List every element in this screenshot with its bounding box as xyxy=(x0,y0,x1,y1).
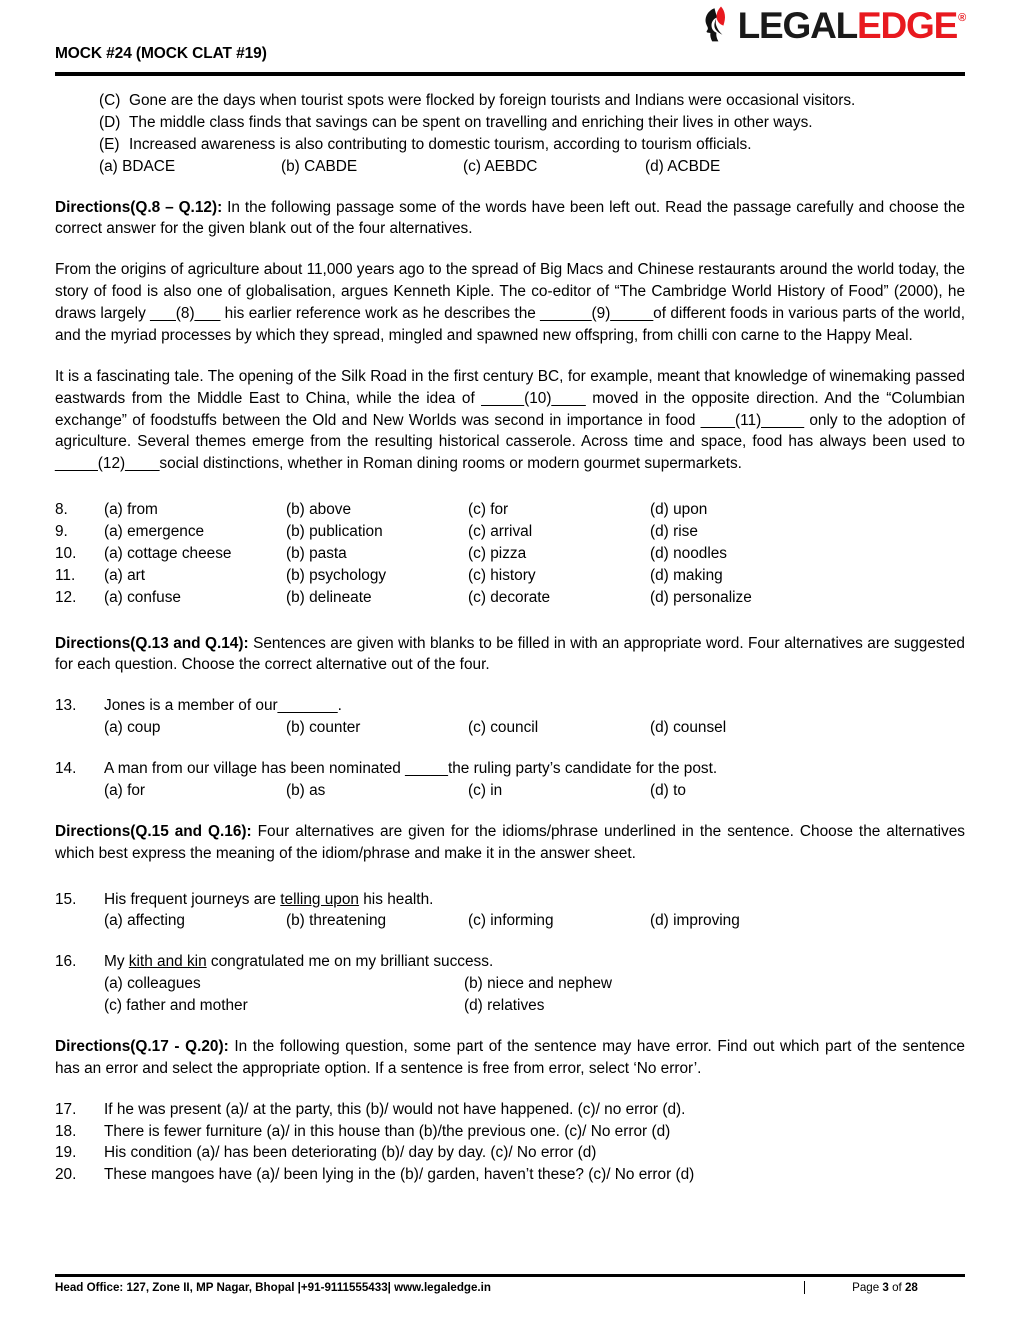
option-b[interactable]: (b) CABDE xyxy=(281,157,358,175)
page-number xyxy=(805,1281,965,1294)
option-c[interactable]: (c) for xyxy=(468,501,509,519)
directions-text: In the following question, some part of the sentence may have error. Find out which part of the sentence has an error and select the appropriate option. If a sentence is free from error, select ‘No error’. xyxy=(55,1037,965,1077)
option-a[interactable]: (a) emergence xyxy=(104,523,205,540)
question-row xyxy=(55,1142,965,1164)
question-text: There is fewer furniture (a)/ in this house than (b)/the previous one. (c)/ No error (d) xyxy=(104,1122,671,1140)
question-16-options-row1 xyxy=(55,973,965,995)
logo-text-legal: LEGAL xyxy=(737,4,858,46)
question-number: 12. xyxy=(55,588,77,606)
option-a[interactable]: (a) affecting xyxy=(104,912,185,930)
option-d[interactable]: (d) personalize xyxy=(650,588,752,606)
question-number: 11. xyxy=(55,566,76,584)
directions-8-12 xyxy=(55,197,965,241)
logo-registered-mark: ® xyxy=(958,11,965,24)
page-number-total: 28 xyxy=(904,1281,918,1294)
question-row xyxy=(55,543,965,565)
option-c[interactable]: (c) informing xyxy=(468,912,554,930)
question-14-options xyxy=(55,780,965,802)
question-number: 10. xyxy=(55,544,77,562)
page-title: MOCK #24 (MOCK CLAT #19) xyxy=(55,45,267,62)
page-number-prefix: Page xyxy=(852,1281,883,1294)
directions-text: In the following passage some of the words have been left out. Read the passage carefully and choose the correct answer for the given blank out of the four alternatives. xyxy=(55,198,965,238)
question-number: 9. xyxy=(55,523,68,540)
passage-paragraph-2: It is a fascinating tale. The opening of the Silk Road in the first century BC, for example, meant that knowledge of winemaking passed eastwards from the Middle East to China, while the idea of _____(10)____ moved in the opposite direction. And the “Columbian exchange” of foodstuffs between the Old and New Worlds was second in importance in food ____(11)_____ only to the adoption of agriculture. Several themes emerge from the resulting historical casserole. Across time and space, food has always been used to _____(12)____social distinctions, whether in Roman dining rooms or modern gourmet supermarkets. xyxy=(55,367,965,473)
question-number: 17. xyxy=(55,1100,77,1118)
option-b[interactable]: (b) pasta xyxy=(286,544,347,562)
option-a[interactable]: (a) BDACE xyxy=(99,157,176,175)
option-a[interactable]: (a) for xyxy=(104,781,146,799)
question-13-options xyxy=(55,717,965,739)
question-number: 18. xyxy=(55,1122,77,1140)
option-b[interactable]: (b) niece and nephew xyxy=(464,975,613,993)
page-footer xyxy=(55,1274,965,1294)
option-a[interactable]: (a) confuse xyxy=(104,588,181,606)
option-a[interactable]: (a) from xyxy=(104,501,158,519)
brand-logo xyxy=(702,2,965,48)
option-c[interactable]: (c) arrival xyxy=(468,523,533,540)
idiom-phrase: telling upon xyxy=(280,890,359,908)
page-number-separator: of xyxy=(888,1281,905,1294)
option-b[interactable]: (b) psychology xyxy=(286,566,387,584)
question-text: These mangoes have (a)/ been lying in the (b)/ garden, haven’t these? (c)/ No error (d) xyxy=(104,1166,695,1184)
questions-17-20-list xyxy=(55,1099,965,1187)
question-row xyxy=(55,1121,965,1143)
question-16-options-row2 xyxy=(55,995,965,1017)
option-b[interactable]: (b) threatening xyxy=(286,912,387,930)
question-text-after: congratulated me on my brilliant success. xyxy=(206,953,494,971)
question-text: Jones is a member of our_______. xyxy=(104,697,342,715)
question-text xyxy=(104,951,965,973)
directions-13-14 xyxy=(55,633,965,677)
question-number: 16. xyxy=(55,953,77,971)
option-a[interactable]: (a) coup xyxy=(104,719,161,737)
option-d[interactable]: (d) rise xyxy=(650,523,698,540)
option-d[interactable]: (d) noodles xyxy=(650,544,727,562)
option-b[interactable]: (b) publication xyxy=(286,523,383,540)
page-header xyxy=(55,0,965,72)
option-c[interactable]: (c) history xyxy=(468,566,536,584)
option-c[interactable]: (c) AEBDC xyxy=(463,157,538,175)
directions-15-16 xyxy=(55,821,965,865)
question-text: His condition (a)/ has been deteriorating (b)/ day by day. (c)/ No error (d) xyxy=(104,1144,597,1162)
option-c[interactable]: (c) decorate xyxy=(468,588,551,606)
question-15-options xyxy=(55,910,965,932)
option-b[interactable]: (b) above xyxy=(286,501,352,519)
question-number: 14. xyxy=(55,760,77,777)
statement-item xyxy=(55,134,965,156)
page-number-current: 3 xyxy=(882,1281,889,1294)
logo-text-edge: EDGE xyxy=(857,4,958,46)
statement-label: (E) xyxy=(99,135,120,153)
option-b[interactable]: (b) counter xyxy=(286,719,361,737)
statement-text: The middle class finds that savings can be spent on travelling and enriching their lives in other ways. xyxy=(129,113,813,131)
statement-item xyxy=(55,112,965,134)
question-number: 15. xyxy=(55,890,77,908)
option-b[interactable]: (b) as xyxy=(286,781,326,799)
option-d[interactable]: (d) ACBDE xyxy=(645,157,721,175)
option-d[interactable]: (d) counsel xyxy=(650,719,727,737)
question-13 xyxy=(55,695,965,717)
statement-label: (D) xyxy=(99,113,121,131)
question-number: 20. xyxy=(55,1166,77,1184)
question-row xyxy=(55,1099,965,1121)
statement-item xyxy=(55,90,965,112)
question-row xyxy=(55,587,965,609)
question-text: A man from our village has been nominated _____the ruling party’s candidate for the post. xyxy=(104,760,718,777)
question-number: 13. xyxy=(55,697,77,715)
option-a[interactable]: (a) art xyxy=(104,566,146,584)
directions-text: Four alternatives are given for the idioms/phrase underlined in the sentence. Choose the alternatives which best express the meaning of the idiom/phrase and make it in the answer sheet. xyxy=(55,822,965,862)
option-d[interactable]: (d) making xyxy=(650,566,723,584)
directions-label: Directions(Q.8 – Q.12): xyxy=(55,198,223,216)
question-text-before: His frequent journeys are xyxy=(104,890,281,908)
statement-text: Gone are the days when tourist spots were flocked by foreign tourists and Indians were occasional visitors. xyxy=(129,92,856,109)
question-14 xyxy=(55,758,965,780)
question-text: If he was present (a)/ at the party, this (b)/ would not have happened. (c)/ no error (d). xyxy=(104,1100,686,1118)
option-a[interactable]: (a) cottage cheese xyxy=(104,544,232,562)
option-d[interactable]: (d) upon xyxy=(650,501,708,519)
directions-label: Directions(Q.17 - Q.20): xyxy=(55,1037,229,1055)
option-d[interactable]: (d) improving xyxy=(650,912,740,930)
directions-text: Sentences are given with blanks to be filled in with an appropriate word. Four alternatives are suggested for each question. Choose the correct alternative out of the four. xyxy=(55,634,965,674)
option-c[interactable]: (c) pizza xyxy=(468,544,527,562)
question-16 xyxy=(55,951,965,973)
option-a[interactable]: (a) colleagues xyxy=(104,975,201,993)
directions-label: Directions(Q.15 and Q.16): xyxy=(55,822,252,840)
questions-8-12-list xyxy=(55,499,965,608)
question-row xyxy=(55,521,965,543)
option-d[interactable]: (d) relatives xyxy=(464,997,545,1014)
statement-label: (C) xyxy=(99,92,121,109)
q7-options-row xyxy=(55,156,965,178)
question-text-before: My xyxy=(104,953,129,971)
question-row xyxy=(55,1164,965,1186)
footer-address: Head Office: 127, Zone II, MP Nagar, Bhopal |+91-9111555433| www.legaledge.in xyxy=(55,1281,805,1294)
option-c[interactable]: (c) in xyxy=(468,781,503,799)
option-b[interactable]: (b) delineate xyxy=(286,588,372,606)
directions-label: Directions(Q.13 and Q.14): xyxy=(55,634,249,652)
question-text-after: his health. xyxy=(358,890,434,908)
page-content xyxy=(55,76,965,1186)
question-15 xyxy=(55,889,965,911)
logo-wordmark xyxy=(737,4,965,46)
option-d[interactable]: (d) to xyxy=(650,781,686,799)
passage-paragraph-1: From the origins of agriculture about 11,000 years ago to the spread of Big Macs and Chinese restaurants around the world today, the story of food is also one of globalisation, argues Kenneth Kiple. The co-editor of “The Cambridge World History of Food” (2000), he draws largely ___(8)___ his earlier reference work as he describes the ______(9)_____of different foods in various parts of the world, and the myriad processes by which they spread, mingled and spawned new offspring, from chilli con carne to the Happy Meal. xyxy=(55,261,965,344)
option-c[interactable]: (c) father and mother xyxy=(104,997,248,1014)
question-number: 8. xyxy=(55,501,68,519)
statement-text: Increased awareness is also contributing to domestic tourism, according to tourism officials. xyxy=(129,135,752,153)
idiom-phrase: kith and kin xyxy=(128,953,207,971)
question-row xyxy=(55,565,965,587)
question-text xyxy=(104,889,965,911)
question-number: 19. xyxy=(55,1144,77,1162)
legaledge-head-flame-icon xyxy=(702,5,736,45)
directions-17-20 xyxy=(55,1036,965,1080)
option-c[interactable]: (c) council xyxy=(468,719,539,737)
question-row xyxy=(55,499,965,521)
